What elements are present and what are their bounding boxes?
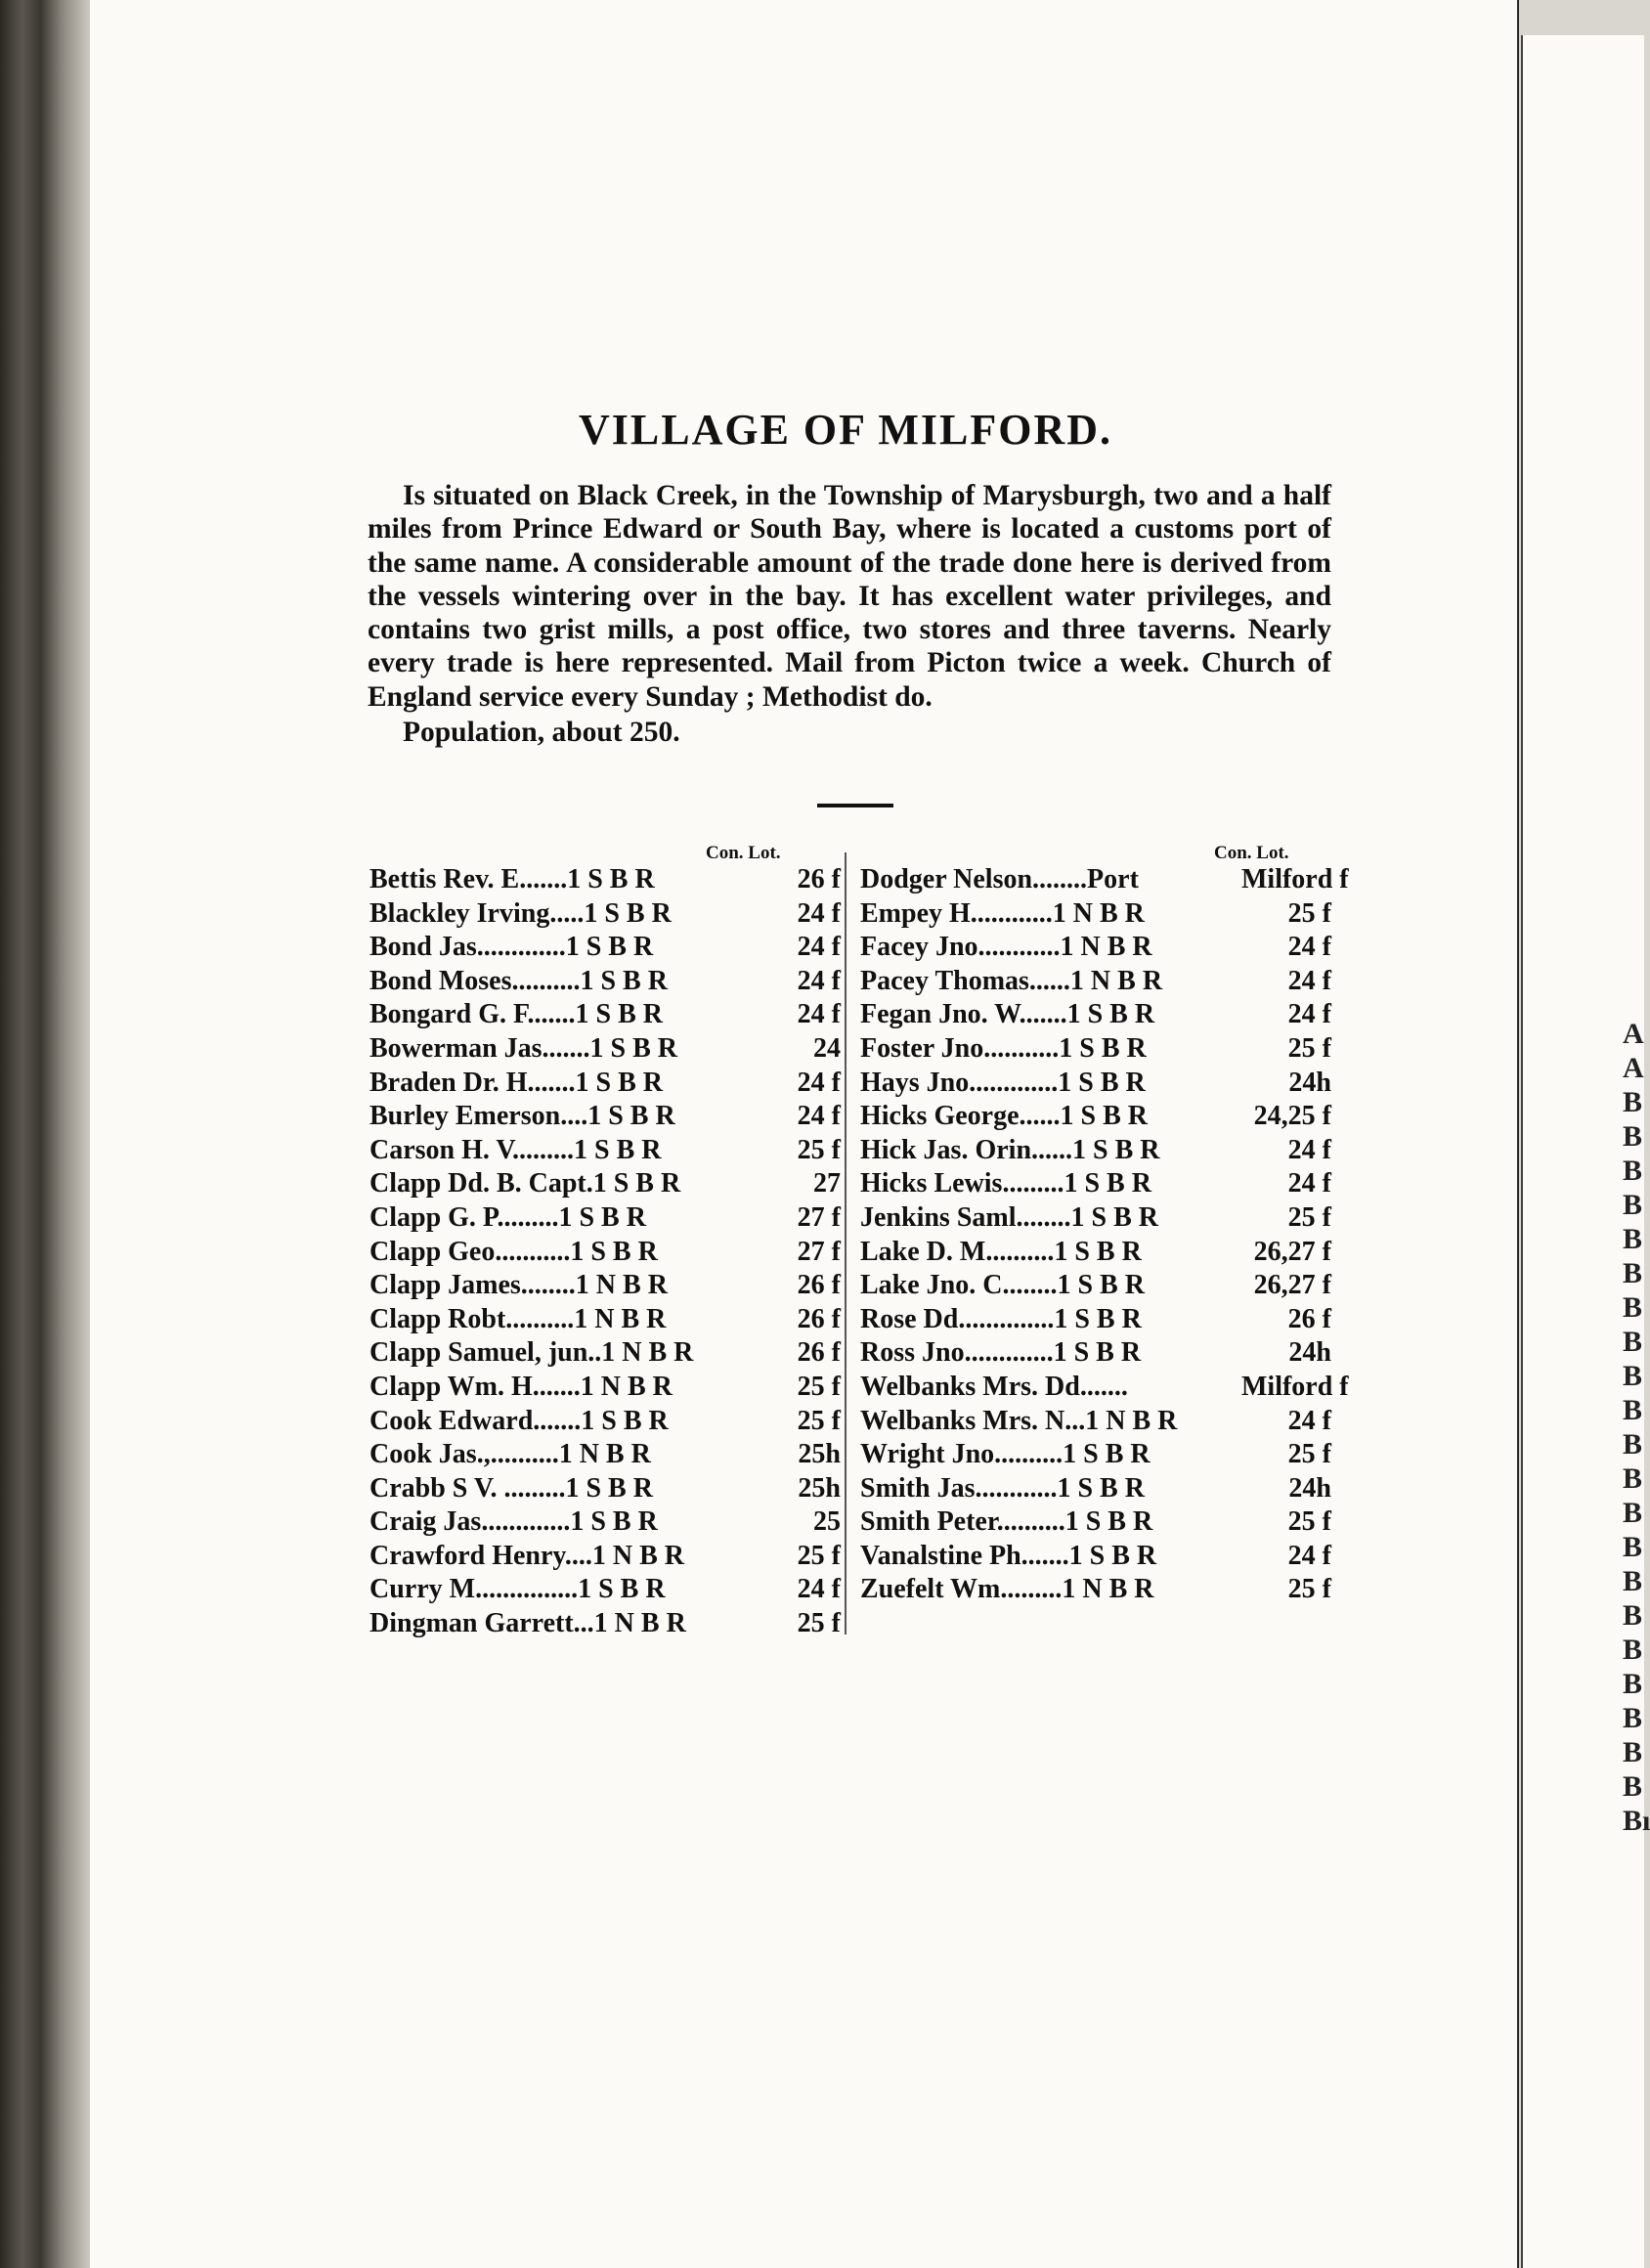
entry-lot: 26,27 f — [1253, 1236, 1331, 1267]
entry-lot: Milford f — [1241, 1371, 1349, 1402]
entry-lot: 26 f — [797, 1303, 841, 1334]
entry-name: Wright Jno..........1 S B R — [860, 1439, 1151, 1470]
entry-name: Hicks Lewis.........1 S B R — [860, 1168, 1151, 1199]
adjacent-page-letter: B — [1623, 1086, 1643, 1118]
entry-name: Hick Jas. Orin......1 S B R — [860, 1134, 1160, 1165]
entry-lot: 25 f — [797, 1134, 841, 1165]
entry-name: Bond Jas.............1 S B R — [369, 932, 654, 963]
adjacent-page-letter: B — [1623, 1189, 1643, 1221]
adjacent-page-letter: Bı — [1623, 1805, 1650, 1837]
adjacent-page-letter: B — [1623, 1668, 1643, 1700]
entry-lot: 24 f — [797, 1067, 841, 1098]
entry-lot: Milford f — [1241, 864, 1349, 894]
adjacent-page-letter: B — [1623, 1565, 1643, 1597]
right-column-header: Con. Lot. — [1214, 843, 1289, 863]
entry-lot: 25h — [798, 1439, 841, 1470]
section-rule — [817, 804, 893, 807]
entry-name: Clapp Wm. H.......1 N B R — [369, 1371, 673, 1402]
adjacent-page-letter: B — [1623, 1155, 1643, 1187]
entry-name: Curry M...............1 S B R — [369, 1574, 666, 1605]
entry-lot: 24 f — [797, 965, 841, 996]
adjacent-page-letter: B — [1623, 1257, 1643, 1289]
entry-lot: 25 f — [797, 1608, 841, 1639]
entry-name: Pacey Thomas......1 N B R — [860, 965, 1163, 996]
entry-name: Bowerman Jas.......1 S B R — [369, 1032, 678, 1064]
entry-name: Empey H............1 N B R — [860, 897, 1145, 929]
entry-name: Facey Jno............1 N B R — [860, 932, 1152, 963]
entry-name: Cook Edward.......1 S B R — [369, 1405, 669, 1436]
entry-name: Fegan Jno. W.......1 S B R — [860, 999, 1155, 1030]
entry-lot: 25 f — [1287, 1201, 1331, 1233]
entry-lot: 24,25 f — [1253, 1101, 1331, 1132]
entry-lot: 24 f — [1287, 999, 1331, 1030]
adjacent-page-letter: B — [1623, 1360, 1643, 1392]
adjacent-page-letter: B — [1623, 1702, 1643, 1734]
entry-lot: 27 f — [797, 1201, 841, 1233]
adjacent-page-letters — [1623, 1017, 1650, 1838]
entry-lot: 25 f — [797, 1540, 841, 1571]
entry-lot: 24 f — [1287, 965, 1331, 996]
adjacent-page-letter: B — [1623, 1326, 1643, 1358]
entry-lot: 25 f — [797, 1405, 841, 1436]
entry-name: Bettis Rev. E.......1 S B R — [369, 864, 655, 894]
entry-lot: 25 f — [797, 1371, 841, 1402]
entry-lot: 25 f — [1287, 1032, 1331, 1064]
entry-lot: 24 f — [797, 932, 841, 963]
entry-lot: 26 f — [797, 864, 841, 894]
intro-paragraph — [368, 479, 1331, 749]
entry-lot: 24 f — [797, 1101, 841, 1132]
population-text: Population, about 250. — [403, 717, 680, 749]
entry-lot: 25 f — [1287, 1439, 1331, 1470]
entry-name: Clapp Samuel, jun..1 N B R — [369, 1337, 694, 1369]
entry-name: Clapp G. P.........1 S B R — [369, 1201, 646, 1233]
adjacent-page-letter: B — [1623, 1428, 1643, 1461]
entry-lot: 24 f — [797, 999, 841, 1030]
entry-lot: 24 f — [797, 1574, 841, 1605]
entry-lot: 24h — [1288, 1067, 1331, 1098]
entry-name: Smith Jas............1 S B R — [860, 1472, 1145, 1504]
entry-name: Clapp Robt..........1 N B R — [369, 1303, 667, 1334]
entry-lot: 27 f — [797, 1236, 841, 1267]
intro-text: Is situated on Black Creek, in the Township of Marysburgh, two and a half miles from Prince Edward or South Bay, where is located a customs port of the same name. A considerable amount of the trade done here is derived from the vessels wintering over in the bay. It has excellent water privileges, and contains two grist mills, a post office, two stores and three taverns. Nearly every trade is here represented. Mail from Picton twice a week. Church of England service every Sunday ; Methodist do. — [368, 480, 1331, 713]
entry-lot: 26 f — [1287, 1303, 1331, 1334]
entry-lot: 24 f — [797, 897, 841, 929]
entry-name: Ross Jno.............1 S B R — [860, 1337, 1142, 1369]
entry-name: Carson H. V.........1 S B R — [369, 1134, 662, 1165]
entry-name: Bongard G. F.......1 S B R — [369, 999, 664, 1030]
entry-name: Bond Moses..........1 S B R — [369, 965, 668, 996]
entry-name: Clapp James........1 N B R — [369, 1270, 668, 1301]
book-spine — [0, 0, 90, 2268]
adjacent-page-letter: B — [1623, 1462, 1643, 1495]
entry-name: Welbanks Mrs. Dd....... — [860, 1371, 1128, 1402]
entry-name: Clapp Dd. B. Capt.1 S B R — [369, 1168, 681, 1199]
entry-lot: 25 f — [1287, 897, 1331, 929]
adjacent-page-letter: A — [1623, 1052, 1644, 1084]
entry-name: Cook Jas.,..........1 N B R — [369, 1439, 651, 1470]
entry-lot: 24 f — [1287, 1540, 1331, 1571]
entry-lot: 24 f — [1287, 1405, 1331, 1436]
left-column-header: Con. Lot. — [706, 843, 781, 863]
entry-name: Dodger Nelson........Port — [860, 864, 1139, 894]
entry-name: Foster Jno...........1 S B R — [860, 1032, 1147, 1064]
entry-lot: 24 f — [1287, 1134, 1331, 1165]
adjacent-page-letter: B — [1623, 1291, 1643, 1324]
entry-name: Burley Emerson....1 S B R — [369, 1101, 675, 1132]
adjacent-page-letter: B — [1623, 1634, 1643, 1666]
entry-lot: 25 — [813, 1506, 841, 1538]
adjacent-page-letter: B — [1623, 1223, 1643, 1255]
entry-lot: 24h — [1288, 1337, 1331, 1369]
entry-name: Lake Jno. C........1 S B R — [860, 1270, 1145, 1301]
entry-name: Craig Jas.............1 S B R — [369, 1506, 658, 1538]
entry-name: Crawford Henry....1 N B R — [369, 1540, 684, 1571]
entry-lot: 25 f — [1287, 1506, 1331, 1538]
entry-lot: 26,27 f — [1253, 1270, 1331, 1301]
entry-name: Vanalstine Ph.......1 S B R — [860, 1540, 1157, 1571]
entry-lot: 27 — [813, 1168, 841, 1199]
entry-lot: 24h — [1288, 1472, 1331, 1504]
entry-lot: 25 f — [1287, 1574, 1331, 1605]
entry-name: Hicks George......1 S B R — [860, 1101, 1148, 1132]
page-title: VILLAGE OF MILFORD. — [578, 406, 1113, 454]
adjacent-page-letter: B — [1623, 1770, 1643, 1803]
entry-name: Rose Dd..............1 S B R — [860, 1303, 1142, 1334]
adjacent-page-letter: B — [1623, 1736, 1643, 1768]
entry-lot: 26 f — [797, 1337, 841, 1369]
entry-name: Lake D. M..........1 S B R — [860, 1236, 1142, 1267]
entry-name: Blackley Irving.....1 S B R — [369, 897, 672, 929]
adjacent-page-letter: B — [1623, 1497, 1643, 1529]
adjacent-page-letter: B — [1623, 1120, 1643, 1153]
entry-lot: 24 — [813, 1032, 841, 1064]
adjacent-page-letter: B — [1623, 1599, 1643, 1632]
entry-name: Crabb S V. .........1 S B R — [369, 1472, 653, 1504]
entry-name: Dingman Garrett...1 N B R — [369, 1608, 686, 1639]
entry-lot: 26 f — [797, 1270, 841, 1301]
entry-lot: 25h — [798, 1472, 841, 1504]
adjacent-page-letter: B — [1623, 1394, 1643, 1426]
entry-name: Jenkins Saml........1 S B R — [860, 1201, 1158, 1233]
entry-name: Zuefelt Wm.........1 N B R — [860, 1574, 1154, 1605]
adjacent-page-letter: A — [1623, 1018, 1644, 1050]
entry-name: Braden Dr. H.......1 S B R — [369, 1067, 664, 1098]
adjacent-page-letter: B — [1623, 1531, 1643, 1563]
entry-name: Smith Peter..........1 S B R — [860, 1506, 1153, 1538]
entry-lot: 24 f — [1287, 1168, 1331, 1199]
entry-name: Clapp Geo...........1 S B R — [369, 1236, 658, 1267]
column-divider — [845, 852, 847, 1635]
entry-name: Hays Jno.............1 S B R — [860, 1067, 1146, 1098]
entry-lot: 24 f — [1287, 932, 1331, 963]
entry-name: Welbanks Mrs. N...1 N B R — [860, 1405, 1178, 1436]
